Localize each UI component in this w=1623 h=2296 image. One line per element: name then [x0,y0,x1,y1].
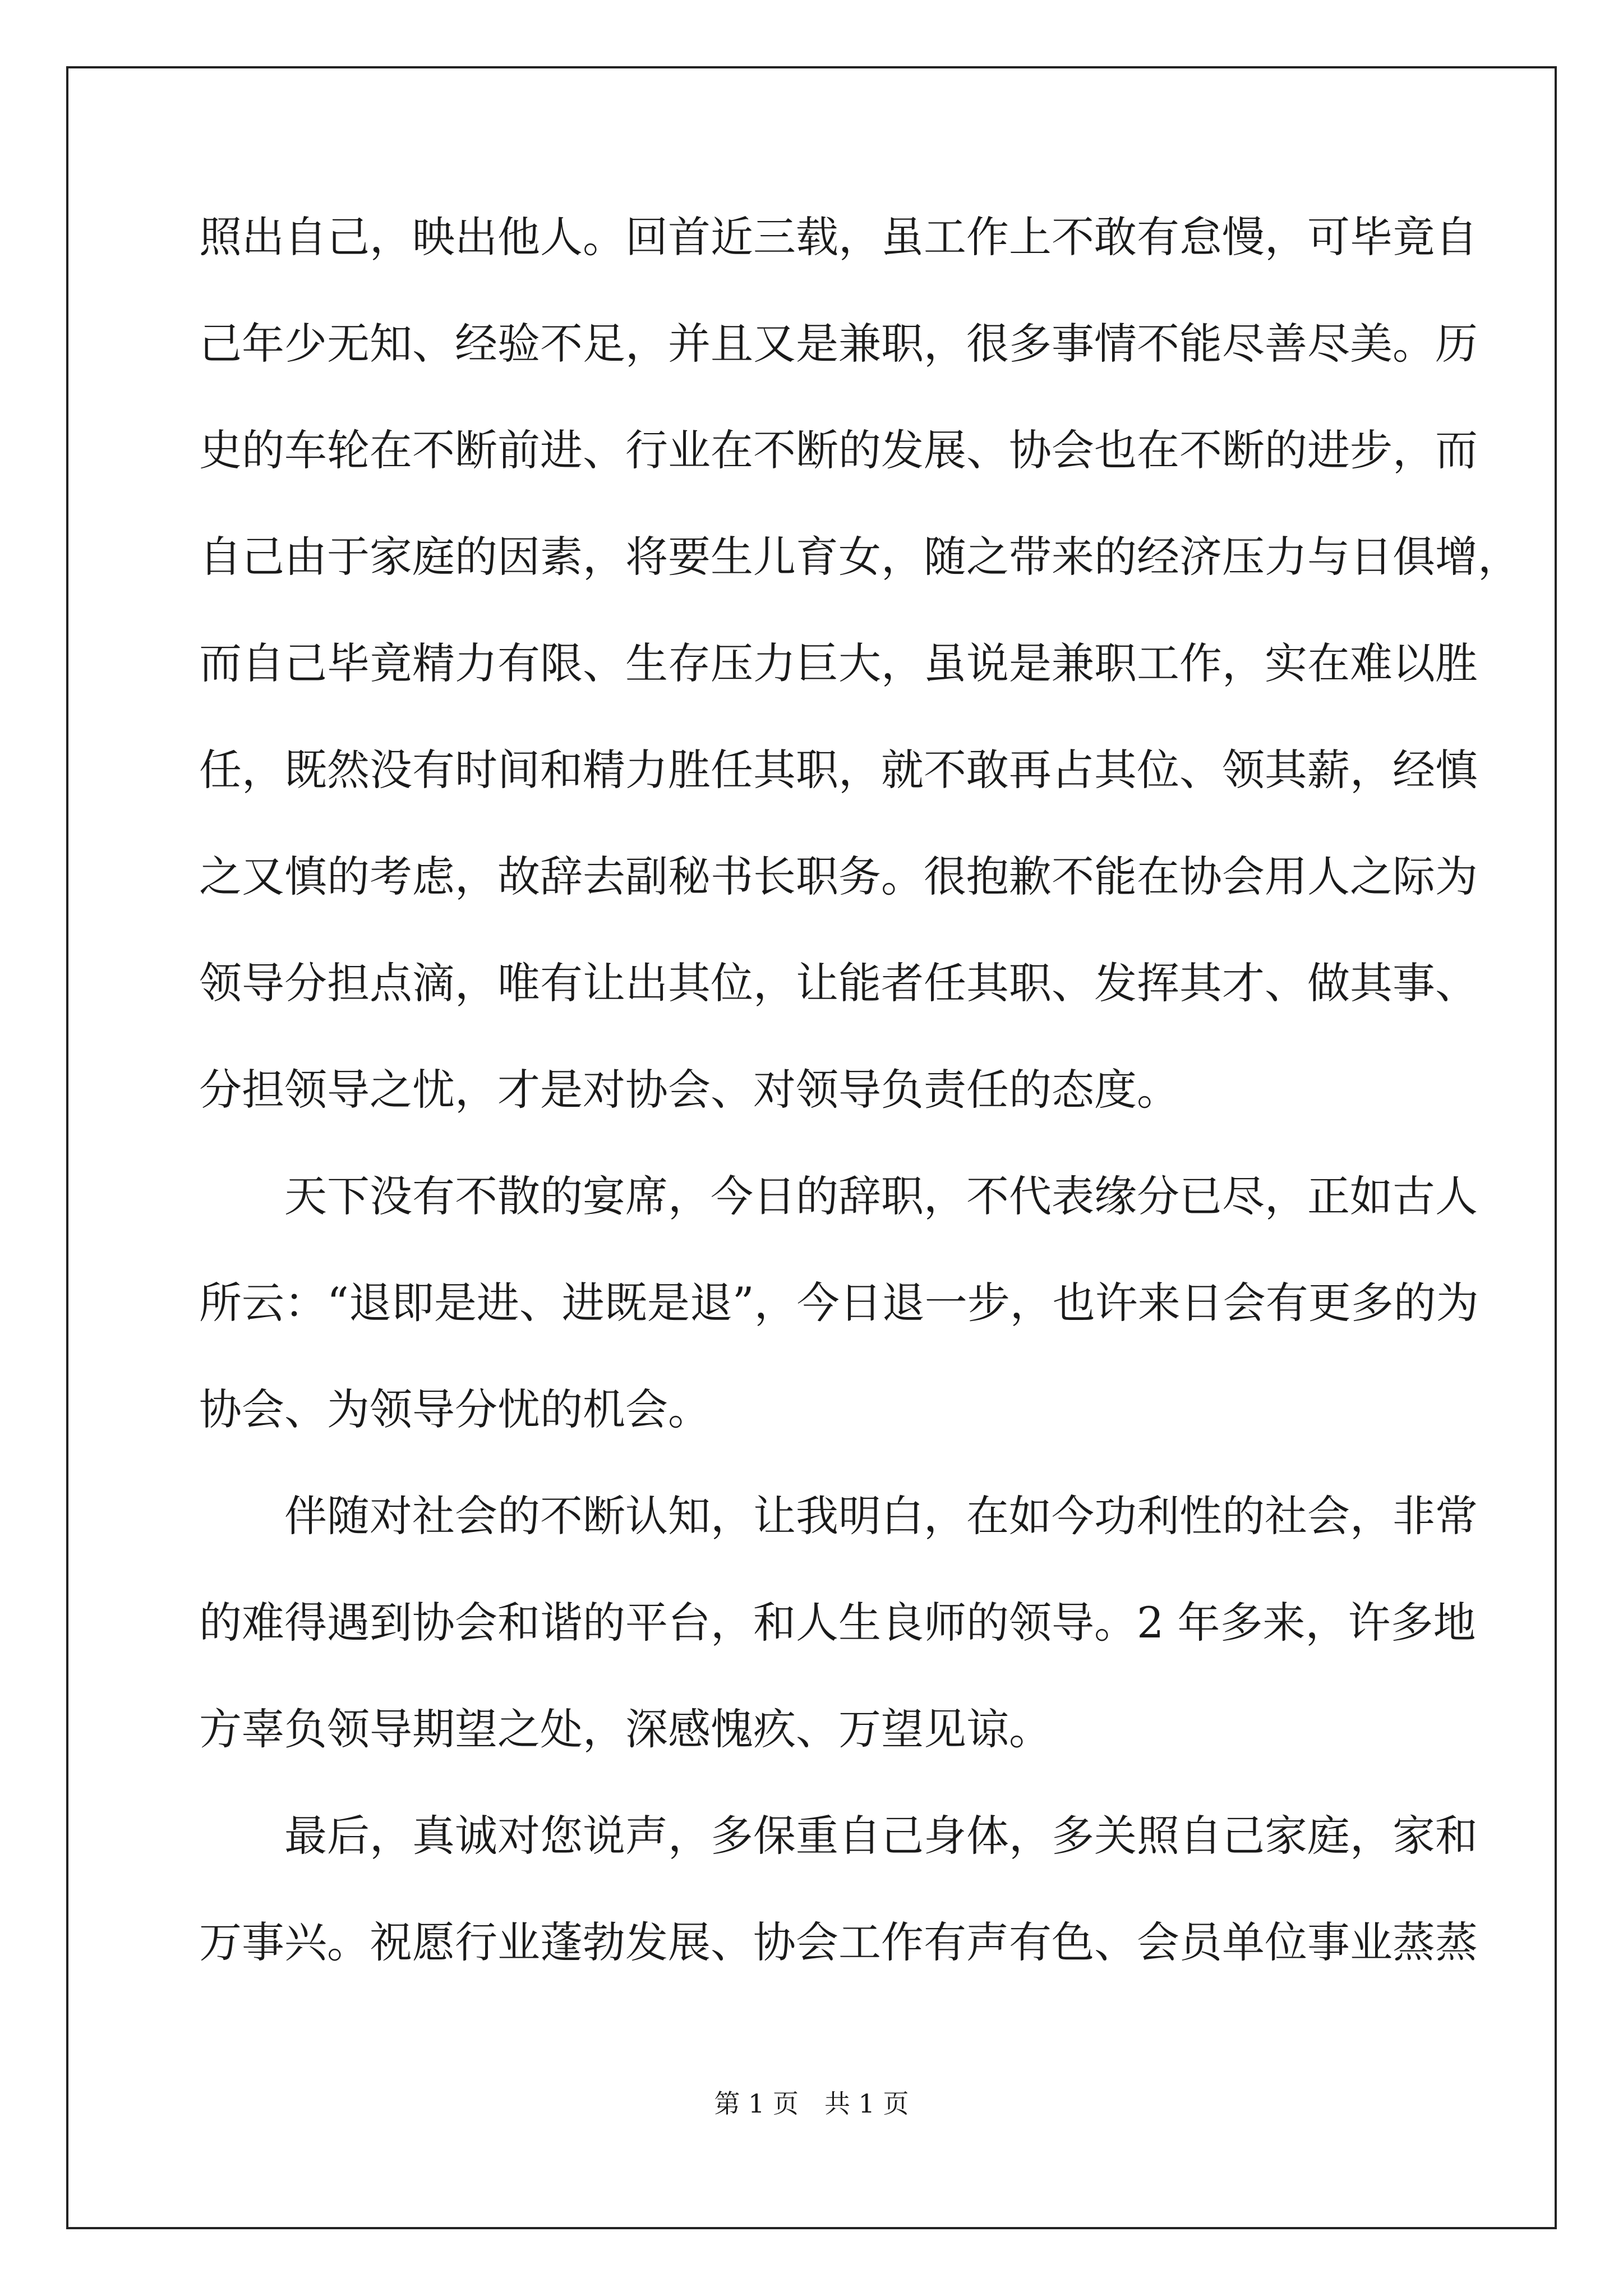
text-line: 分担领导之忧，才是对协会、对领导负责任的态度。 [199,1065,1179,1115]
text-line: 自己由于家庭的因素，将要生儿育女，随之带来的经济压力与日俱增， [199,532,1520,582]
page-number-footer: 第 1 页 共 1 页 [714,2088,909,2119]
text-line: 伴随对社会的不断认知，让我明白，在如今功利性的社会，非常 [284,1491,1478,1541]
text-line: 任，既然没有时间和精力胜任其职，就不敢再占其位、领其薪，经慎 [199,745,1478,795]
text-line: 而自己毕竟精力有限、生存压力巨大，虽说是兼职工作，实在难以胜 [199,638,1478,688]
text-line: 天下没有不散的宴席，今日的辞职，不代表缘分已尽，正如古人 [284,1171,1478,1221]
text-line: 所云：“退即是进、进既是退”，今日退一步，也许来日会有更多的为 [199,1278,1479,1328]
text-line: 最后，真诚对您说声，多保重自己身体，多关照自己家庭，家和 [284,1811,1478,1861]
text-line: 方辜负领导期望之处，深感愧疚、万望见谅。 [199,1704,1052,1754]
text-line: 照出自己，映出他人。回首近三载，虽工作上不敢有怠慢，可毕竟自 [199,212,1478,262]
text-line: 的难得遇到协会和谐的平台，和人生良师的领导。2 年多来，许多地 [199,1598,1476,1648]
text-line: 己年少无知、经验不足，并且又是兼职，很多事情不能尽善尽美。历 [199,319,1478,369]
text-line: 协会、为领导分忧的机会。 [199,1384,711,1434]
text-line: 之又慎的考虑，故辞去副秘书长职务。很抱歉不能在协会用人之际为 [199,852,1478,901]
page-border [66,66,1557,2229]
text-line: 万事兴。祝愿行业蓬勃发展、协会工作有声有色、会员单位事业蒸蒸 [199,1917,1478,1967]
text-line: 领导分担点滴，唯有让出其位，让能者任其职、发挥其才、做其事、 [199,958,1478,1008]
text-line: 史的车轮在不断前进、行业在不断的发展、协会也在不断的进步，而 [199,425,1478,475]
